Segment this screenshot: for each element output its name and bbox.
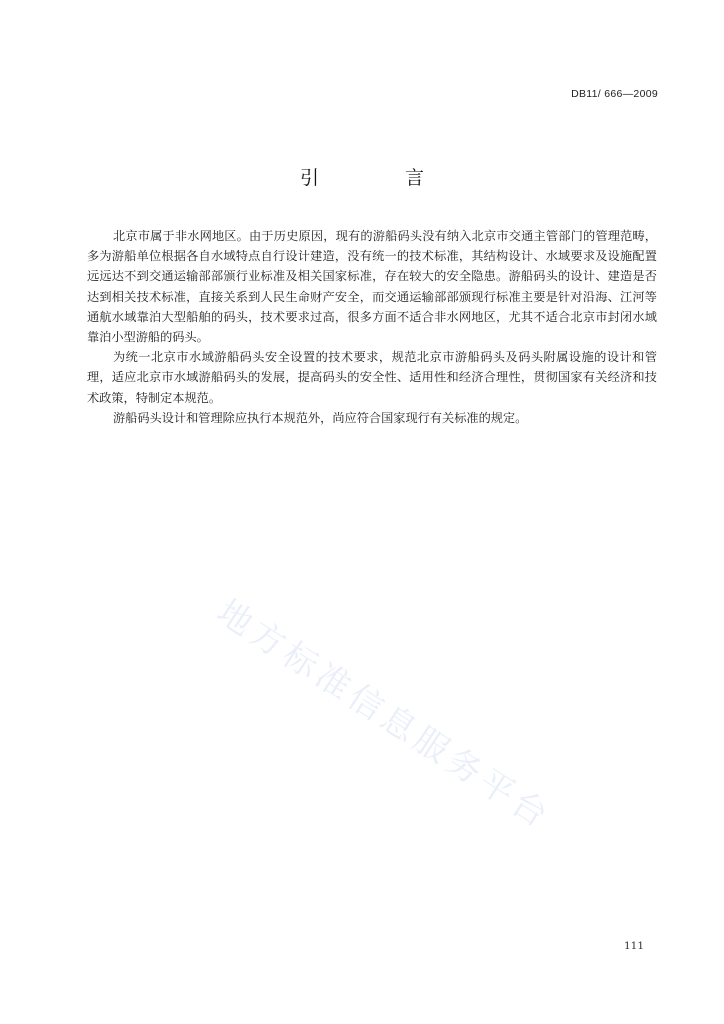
standard-code: DB11/ 666—2009 [571,88,658,100]
watermark: 地方标准信息服务平台 [209,591,559,838]
section-title: 引 言 [299,167,465,189]
paragraph: 北京市属于非水网地区。由于历史原因，现有的游船码头没有纳入北京市交通主管部门的管理范畴，多为游船单位根据各自水域特点自行设计建造，没有统一的技术标准，其结构设计、水域要求及设施配置远远达不到交通运输部部颁行业标准及相关国家标准，存在较大的安全隐患。游船码头的设计、建造是否达到相关技术标准，直接关系到人民生命财产安全，而交通运输部部颁现行标准主要是针对沿海、江河等通航水域靠泊大型船舶的码头，技术要求过高，很多方面不适合非水网地区，尤其不适合北京市封闭水域靠泊小型游船的码头。 [87,229,657,345]
page-number: 111 [623,940,644,952]
body-text [87,226,657,428]
paragraph: 为统一北京市水域游船码头安全设置的技术要求，规范北京市游船码头及码头附属设施的设计和管理，适应北京市水域游船码头的发展，提高码头的安全性、适用性和经济合理性，贯彻国家有关经济和技术政策，特制定本规范。 [87,350,657,405]
paragraph: 游船码头设计和管理除应执行本规范外，尚应符合国家现行有关标准的规定。 [113,410,528,425]
